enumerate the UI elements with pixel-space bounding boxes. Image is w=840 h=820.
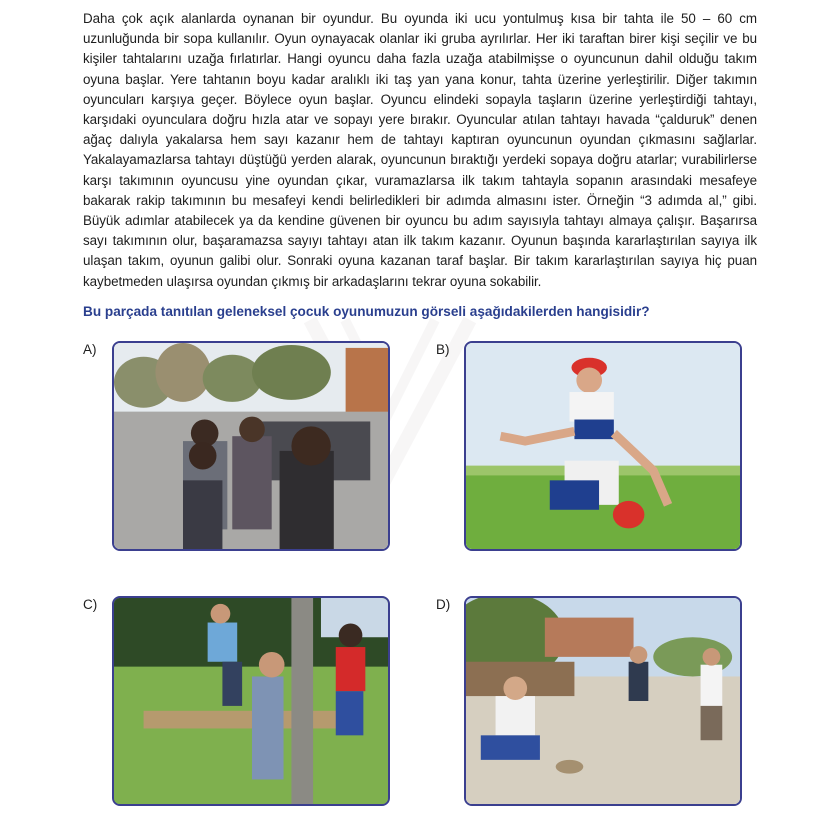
option-c-label: C) (83, 597, 98, 612)
question-text: Bu parçada tanıtılan geleneksel çocuk oyunumuzun görseli aşağıdakilerden hangisidir? (83, 304, 650, 319)
option-d-image (466, 598, 740, 804)
option-d-photo[interactable] (464, 596, 742, 806)
option-d-label: D) (436, 597, 451, 612)
option-a-photo[interactable] (112, 341, 390, 551)
option-b-photo[interactable] (464, 341, 742, 551)
passage-text: Daha çok açık alanlarda oynanan bir oyundur. Bu oyunda iki ucu yontulmuş kısa bir tahta ile 50 – 60 cm uzunluğunda bir sopa kullanılır. Oyun oynayacak olanlar iki gruba ayrılırlar. Her iki taraftan birer kişi seçilir ve bu kişiler tahtalarını uzağa fırlatırlar. Hangi oyuncu daha fazla uzağa atabilmişse o oyuncunun dahil olduğu takım oyuna başlar. Yere tahtanın boyu kadar aralıklı iki taş yan yana konur, tahta üzerine yerleştirilir. Diğer takımın oyuncuları karşıya geçer. Böylece oyun başlar. Oyuncu elindeki sopayla taşların üzerine yerleştirdiği tahtayı, karşıdaki oyunculara doğru hızla atar ve sopayı yere bırakır. Oyuncular atılan tahtayı havada “çalduruk” denen ağaç dalıyla yakalarsa hem sayı kazanır hem de tahtayı kaptıran oyuncunun oyundan çıkmasını sağlarlar. Yakalayamazlarsa tahtayı düştüğü yerden alarak, oyuncunun bıraktığı yerdeki sopaya doğru atarlar; vurabilirlerse karşı takımının oyuncusu yine oyundan çıkar, vuramazlarsa ilk takım tahtayla sopanın arasındaki mesafeye bakarak rakip takımının bu mesafeyi kendi belirledikleri bir adımda almasını ister. Örneğin “3 adımda al,” gibi. Büyük adımlar atabilecek ya da kendine güvenen bir oyuncu bu adım sayısıyla tahtayı almaya çalışır. Başarırsa sayı takımının olur, başaramazsa sayıyı tahtayı atan ilk takım kazanır. Oyunun başında kararlaştırılan sayıya ilk ulaşan takım, oyunun galibi olur. Sonraki oyuna kazanan taraf başlar. Bir takım kararlaştırılan sayıya hiç puan kaybetmeden ulaşırsa oyundan çıkmış bir arkadaşlarını tekrar oyuna sokabilir. (83, 11, 757, 289)
option-b-image (466, 343, 740, 549)
option-c-image (114, 598, 388, 804)
option-a-image (114, 343, 388, 549)
option-b-label: B) (436, 342, 450, 357)
option-c-photo[interactable] (112, 596, 390, 806)
option-a-label: A) (83, 342, 97, 357)
